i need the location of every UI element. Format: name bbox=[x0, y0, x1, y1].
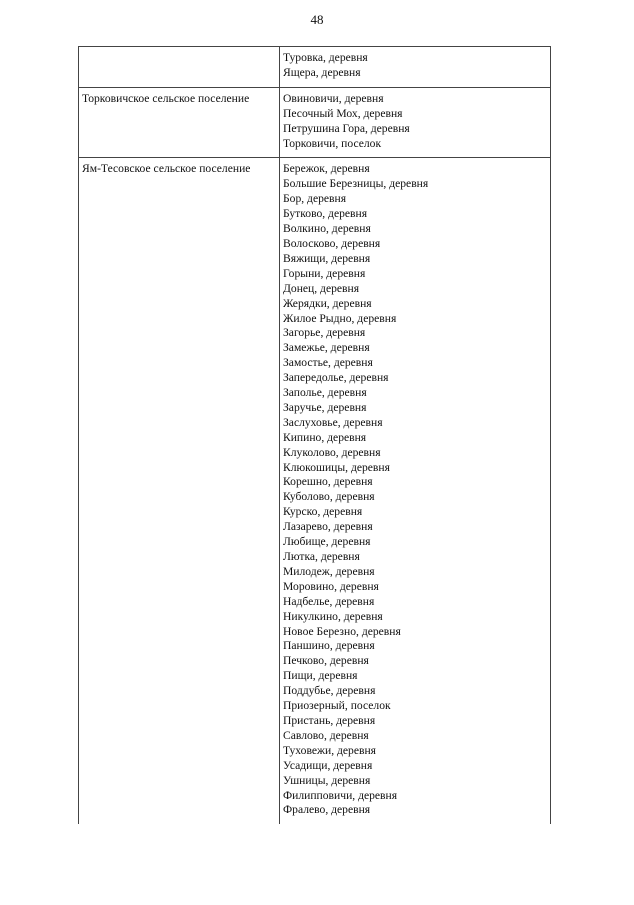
locality-item: Туровка, деревня bbox=[283, 51, 368, 64]
locality-item: Песочный Мох, деревня bbox=[283, 106, 403, 120]
page-number: 48 bbox=[310, 12, 324, 27]
locality-item: Бутково, деревня bbox=[283, 207, 368, 221]
settlement-name-cell bbox=[79, 87, 280, 158]
locality-item: Паншино, деревня bbox=[283, 639, 375, 653]
locality-item: Ящера, деревня bbox=[283, 65, 361, 79]
localities-cell bbox=[280, 158, 551, 824]
locality-item: Петрушина Гора, деревня bbox=[283, 121, 410, 135]
locality-item: Горыни, деревня bbox=[283, 266, 366, 280]
locality-item: Новое Березно, деревня bbox=[283, 624, 401, 638]
locality-item: Савлово, деревня bbox=[283, 728, 369, 742]
locality-item: Запередолье, деревня bbox=[283, 371, 389, 385]
table-row bbox=[79, 87, 551, 158]
locality-item: Кипино, деревня bbox=[283, 430, 367, 444]
locality-item: Печково, деревня bbox=[283, 654, 369, 668]
locality-item: Моровино, деревня bbox=[283, 579, 379, 593]
table-row bbox=[79, 47, 551, 88]
locality-item: Торковичи, поселок bbox=[283, 136, 382, 150]
locality-item: Куболово, деревня bbox=[283, 490, 375, 504]
locality-item: Филипповичи, деревня bbox=[283, 788, 398, 802]
settlement-name-cell bbox=[79, 158, 280, 824]
locality-item: Клюкошицы, деревня bbox=[283, 460, 390, 474]
locality-item: Заслуховье, деревня bbox=[283, 415, 383, 429]
settlements-table bbox=[78, 46, 551, 824]
locality-item: Замежье, деревня bbox=[283, 341, 370, 355]
locality-item: Надбелье, деревня bbox=[283, 594, 375, 608]
table-body bbox=[79, 47, 551, 825]
locality-item: Фралево, деревня bbox=[283, 803, 371, 817]
settlement-name-cell bbox=[79, 47, 280, 88]
localities-cell bbox=[280, 47, 551, 88]
locality-item: Поддубье, деревня bbox=[283, 684, 376, 698]
locality-item: Вяжищи, деревня bbox=[283, 251, 371, 265]
locality-item: Заполье, деревня bbox=[283, 386, 367, 400]
locality-item: Загорье, деревня bbox=[283, 326, 366, 340]
locality-item: Любище, деревня bbox=[283, 535, 371, 549]
locality-item: Бор, деревня bbox=[283, 192, 347, 206]
locality-item: Корешно, деревня bbox=[283, 475, 373, 489]
locality-item: Туховежи, деревня bbox=[283, 743, 377, 757]
locality-item: Клуколово, деревня bbox=[283, 445, 381, 459]
locality-item: Волкино, деревня bbox=[283, 222, 371, 236]
locality-item: Бережок, деревня bbox=[283, 162, 370, 176]
settlement-name: Ям-Тесовское сельское поселение bbox=[82, 162, 251, 176]
locality-item: Овиновичи, деревня bbox=[283, 91, 384, 105]
locality-item: Замостье, деревня bbox=[283, 356, 373, 370]
locality-item: Лютка, деревня bbox=[283, 550, 360, 563]
locality-item: Пищи, деревня bbox=[283, 669, 358, 683]
locality-item: Никулкино, деревня bbox=[283, 609, 383, 623]
settlement-name: Торковичское сельское поселение bbox=[82, 91, 250, 105]
locality-item: Курско, деревня bbox=[283, 505, 363, 519]
table-row bbox=[79, 158, 551, 824]
locality-item: Волосково, деревня bbox=[283, 236, 381, 250]
locality-item: Приозерный, поселок bbox=[283, 699, 391, 713]
localities-cell bbox=[280, 87, 551, 158]
locality-item: Ушницы, деревня bbox=[283, 773, 371, 787]
locality-item: Жилое Рыдно, деревня bbox=[283, 311, 397, 325]
locality-item: Донец, деревня bbox=[283, 281, 360, 295]
locality-item: Большие Березницы, деревня bbox=[283, 177, 429, 191]
locality-item: Лазарево, деревня bbox=[283, 520, 373, 534]
locality-item: Усадищи, деревня bbox=[283, 758, 373, 772]
locality-item: Жерядки, деревня bbox=[283, 296, 372, 310]
locality-item: Милодеж, деревня bbox=[283, 564, 375, 578]
locality-item: Пристань, деревня bbox=[283, 713, 376, 727]
locality-item: Заручье, деревня bbox=[283, 400, 367, 414]
